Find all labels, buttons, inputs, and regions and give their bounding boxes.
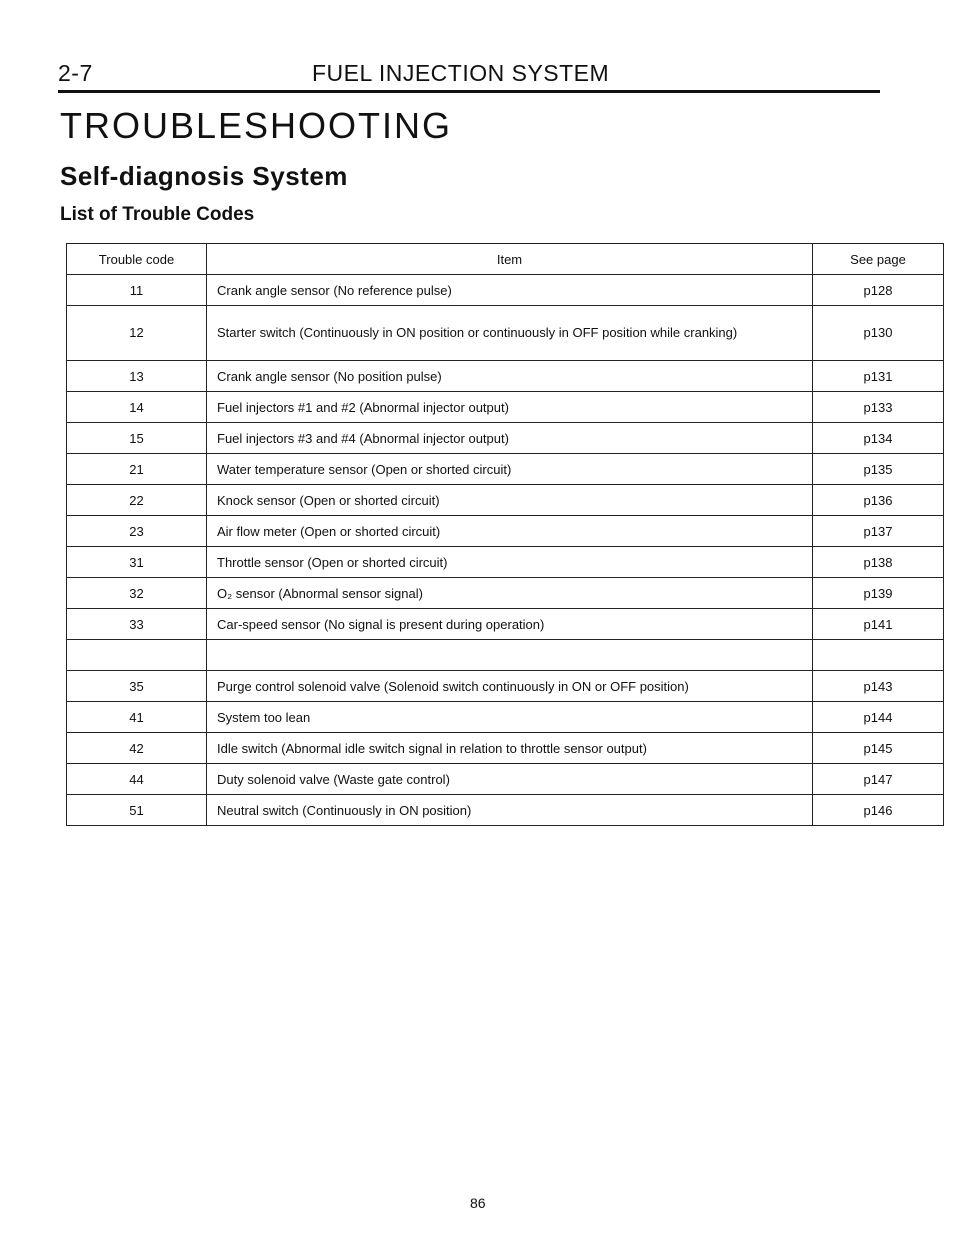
trouble-item: Air flow meter (Open or shorted circuit) [207, 516, 813, 547]
see-page: p145 [813, 733, 944, 764]
see-page: p133 [813, 392, 944, 423]
table-row-empty [67, 640, 944, 671]
table-row [67, 795, 944, 826]
trouble-code: 51 [67, 795, 207, 826]
table-row [67, 547, 944, 578]
section-number: 2-7 [58, 60, 93, 86]
see-page: p136 [813, 485, 944, 516]
trouble-codes-table [66, 243, 944, 826]
trouble-code: 11 [67, 275, 207, 306]
see-page: p135 [813, 454, 944, 485]
trouble-code: 32 [67, 578, 207, 609]
table-row [67, 702, 944, 733]
see-page: p147 [813, 764, 944, 795]
trouble-code: 33 [67, 609, 207, 640]
see-page: p128 [813, 275, 944, 306]
table-row [67, 423, 944, 454]
see-page: p130 [813, 306, 944, 361]
trouble-item: Fuel injectors #3 and #4 (Abnormal injector output) [207, 423, 813, 454]
section-heading: Self-diagnosis System [60, 161, 348, 191]
trouble-item: Fuel injectors #1 and #2 (Abnormal injector output) [207, 392, 813, 423]
table-row [67, 764, 944, 795]
trouble-code: 44 [67, 764, 207, 795]
table-row [67, 361, 944, 392]
column-header-item: Item [207, 244, 813, 275]
page-number: 86 [470, 1195, 486, 1211]
trouble-code: 12 [67, 306, 207, 361]
trouble-code: 22 [67, 485, 207, 516]
trouble-item: O₂ sensor (Abnormal sensor signal) [207, 578, 813, 609]
table-row [67, 392, 944, 423]
table-row [67, 671, 944, 702]
trouble-item: Knock sensor (Open or shorted circuit) [207, 485, 813, 516]
page-title: TROUBLESHOOTING [60, 105, 453, 146]
table-row [67, 516, 944, 547]
column-header-code: Trouble code [67, 244, 207, 275]
trouble-item: Duty solenoid valve (Waste gate control) [207, 764, 813, 795]
trouble-item: Water temperature sensor (Open or shorted circuit) [207, 454, 813, 485]
see-page: p137 [813, 516, 944, 547]
trouble-item: Purge control solenoid valve (Solenoid switch continuously in ON or OFF position) [207, 671, 813, 702]
see-page: p141 [813, 609, 944, 640]
running-title: FUEL INJECTION SYSTEM [312, 60, 610, 86]
see-page: p139 [813, 578, 944, 609]
see-page: p131 [813, 361, 944, 392]
trouble-item: Throttle sensor (Open or shorted circuit) [207, 547, 813, 578]
table-row [67, 578, 944, 609]
running-header [58, 58, 880, 93]
table-row [67, 454, 944, 485]
see-page: p144 [813, 702, 944, 733]
trouble-item [207, 640, 813, 671]
trouble-code [67, 640, 207, 671]
trouble-item: Idle switch (Abnormal idle switch signal in relation to throttle sensor output) [207, 733, 813, 764]
trouble-code: 31 [67, 547, 207, 578]
trouble-code: 21 [67, 454, 207, 485]
see-page: p138 [813, 547, 944, 578]
trouble-code: 23 [67, 516, 207, 547]
see-page: p146 [813, 795, 944, 826]
table-header-row [67, 244, 944, 275]
trouble-item: System too lean [207, 702, 813, 733]
table-row [67, 306, 944, 361]
table-row [67, 275, 944, 306]
trouble-item: Crank angle sensor (No position pulse) [207, 361, 813, 392]
trouble-item: Car-speed sensor (No signal is present during operation) [207, 609, 813, 640]
trouble-code: 41 [67, 702, 207, 733]
trouble-item: Neutral switch (Continuously in ON position) [207, 795, 813, 826]
trouble-code: 13 [67, 361, 207, 392]
trouble-code: 15 [67, 423, 207, 454]
table-row [67, 733, 944, 764]
trouble-item: Crank angle sensor (No reference pulse) [207, 275, 813, 306]
table-row [67, 485, 944, 516]
trouble-item: Starter switch (Continuously in ON position or continuously in OFF position while cranking) [207, 306, 813, 361]
see-page: p134 [813, 423, 944, 454]
table-row [67, 609, 944, 640]
table-heading: List of Trouble Codes [60, 204, 255, 225]
trouble-code: 14 [67, 392, 207, 423]
see-page: p143 [813, 671, 944, 702]
see-page [813, 640, 944, 671]
column-header-page: See page [813, 244, 944, 275]
trouble-code: 42 [67, 733, 207, 764]
trouble-code: 35 [67, 671, 207, 702]
